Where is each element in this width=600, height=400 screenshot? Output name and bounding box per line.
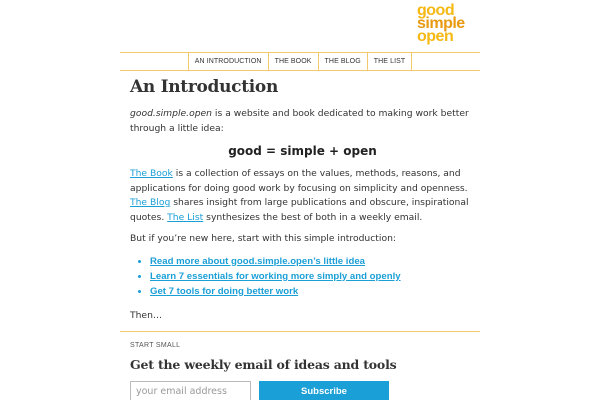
logo-line-simple: simple — [417, 15, 465, 32]
list-item — [150, 284, 475, 299]
logo-line-open: open — [417, 28, 454, 45]
site-logo[interactable] — [417, 4, 473, 43]
section-divider — [120, 331, 480, 332]
logo-line-good: good — [417, 2, 455, 19]
the-list-link[interactable]: The List — [167, 211, 204, 223]
email-input[interactable] — [130, 381, 251, 400]
formula: good = simple + open — [228, 144, 377, 158]
the-blog-link[interactable]: The Blog — [130, 197, 171, 208]
seven-tools-link[interactable]: Get 7 tools for doing better work — [150, 285, 299, 297]
little-idea-link[interactable]: Read more about good.simple.open’s little idea — [150, 255, 366, 267]
book-description: is a collection of essays on the values, methods, reasons, and applications for doing good work by focusing on simplicity and openness. — [130, 168, 468, 194]
list-description: synthesizes the best of both in a weekly email. — [203, 211, 423, 223]
blog-description: shares insight from large publications and obscure, inspirational quotes. — [130, 197, 469, 223]
intro-link-list — [150, 254, 475, 299]
list-item — [150, 254, 475, 269]
signup-section — [130, 342, 475, 400]
seven-essentials-link[interactable]: Learn 7 essentials for working more simply and openly — [150, 270, 401, 282]
subscribe-button[interactable]: Subscribe — [259, 381, 389, 400]
nav-the-book[interactable]: THE BOOK — [269, 53, 319, 70]
intro-text: is a website and book dedicated to making work better through a little idea: — [130, 108, 469, 134]
nav-the-blog[interactable]: THE BLOG — [319, 53, 368, 70]
main-nav — [120, 52, 480, 71]
nav-the-list[interactable]: THE LIST — [368, 53, 413, 70]
signup-label: START SMALL — [130, 342, 181, 349]
nav-introduction[interactable]: AN INTRODUCTION — [188, 53, 269, 70]
signup-heading: Get the weekly email of ideas and tools — [130, 357, 397, 372]
sections-paragraph — [130, 167, 475, 225]
intro-paragraph — [130, 107, 475, 136]
then-text: Then… — [130, 309, 163, 321]
the-book-link[interactable]: The Book — [130, 168, 173, 179]
start-paragraph: But if you’re new here, start with this simple introduction: — [130, 233, 396, 244]
site-name: good.simple.open — [130, 108, 213, 119]
main-content — [130, 77, 475, 330]
signup-form — [130, 381, 475, 400]
page-title: An Introduction — [130, 77, 279, 97]
list-item — [150, 269, 475, 284]
